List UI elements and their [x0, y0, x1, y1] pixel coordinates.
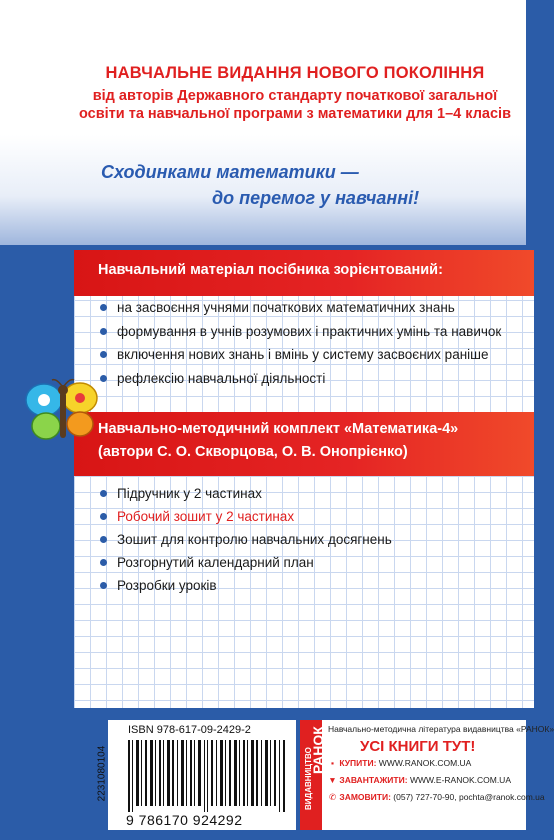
download-icon: ▼: [328, 775, 337, 785]
section2-list: [100, 482, 392, 597]
logo-big-text: РАНОК: [310, 726, 326, 774]
bullet-icon: [100, 582, 107, 589]
section2-banner: [74, 412, 534, 476]
bullet-icon: [100, 513, 107, 520]
download-link[interactable]: WWW.E-RANOK.COM.UA: [409, 775, 511, 785]
list-item-highlighted: Робочий зошит у 2 частинах: [100, 505, 392, 528]
list-item: на засвоєння учнями початкових математичних знань: [100, 296, 501, 320]
bullet-icon: [100, 536, 107, 543]
bullet-icon: [100, 351, 107, 358]
download-row: ▼ ЗАВАНТАЖИТИ: WWW.E-RANOK.COM.UA: [328, 775, 511, 785]
slogan-line2: до перемог у навчанні!: [212, 188, 420, 208]
publisher-title: Навчально-методична література видавництва «РАНОК»: [328, 724, 554, 734]
list-item: формування в учнів розумових і практичних умінь та навичок: [100, 320, 501, 344]
buy-row: ▪ КУПИТИ: WWW.RANOK.COM.UA: [328, 758, 471, 768]
barcode-number: 9 786170 924292: [126, 812, 243, 828]
publisher-card: [300, 720, 554, 830]
list-item: Підручник у 2 частинах: [100, 482, 392, 505]
headline-line1: НАВЧАЛЬНЕ ВИДАННЯ НОВОГО ПОКОЛІННЯ: [105, 64, 485, 82]
isbn-text: ISBN 978-617-09-2429-2: [128, 724, 251, 736]
buy-link[interactable]: WWW.RANOK.COM.UA: [378, 758, 472, 768]
headline-line3: освіти та навчальної програми з математики для 1–4 класів: [79, 106, 511, 122]
publisher-logo: [300, 720, 326, 830]
list-item: включення нових знань і вмінь у систему засвоєних раніше: [100, 343, 501, 367]
all-books-slogan: УСІ КНИГИ ТУТ!: [360, 738, 476, 755]
section2-title-line2: (автори С. О. Скворцова, О. В. Онопрієнко): [98, 444, 408, 460]
bullet-icon: [100, 559, 107, 566]
logo-small-text: ВИДАВНИЦТВО: [304, 747, 313, 810]
list-item: Розробки уроків: [100, 574, 392, 597]
order-contacts[interactable]: (057) 727-70-90, pochta@ranok.com.ua: [393, 792, 545, 802]
list-item: Розгорнутий календарний план: [100, 551, 392, 574]
list-item: Зошит для контролю навчальних досягнень: [100, 528, 392, 551]
section1-list: [100, 296, 501, 390]
order-row: ✆ ЗАМОВИТИ: (057) 727-70-90, pochta@ranok.com.ua: [328, 792, 545, 802]
section1-title: Навчальний матеріал посібника зорієнтований:: [98, 262, 443, 278]
cart-icon: ▪: [330, 758, 334, 768]
side-code: 2231080104: [96, 745, 108, 802]
phone-icon: ✆: [328, 792, 337, 802]
list-item: рефлексію навчальної діяльності: [100, 367, 501, 391]
section2-title-line1: Навчально-методичний комплект «Математика-4»: [98, 421, 459, 437]
bullet-icon: [100, 304, 107, 311]
slogan-line1: Сходинками математики —: [101, 162, 359, 182]
bullet-icon: [100, 490, 107, 497]
section1-banner: [74, 250, 534, 296]
butterfly-icon: [22, 376, 106, 448]
headline-line2: від авторів Державного стандарту початкової загальної: [92, 88, 498, 104]
bullet-icon: [100, 328, 107, 335]
barcode-icon: [126, 740, 290, 812]
